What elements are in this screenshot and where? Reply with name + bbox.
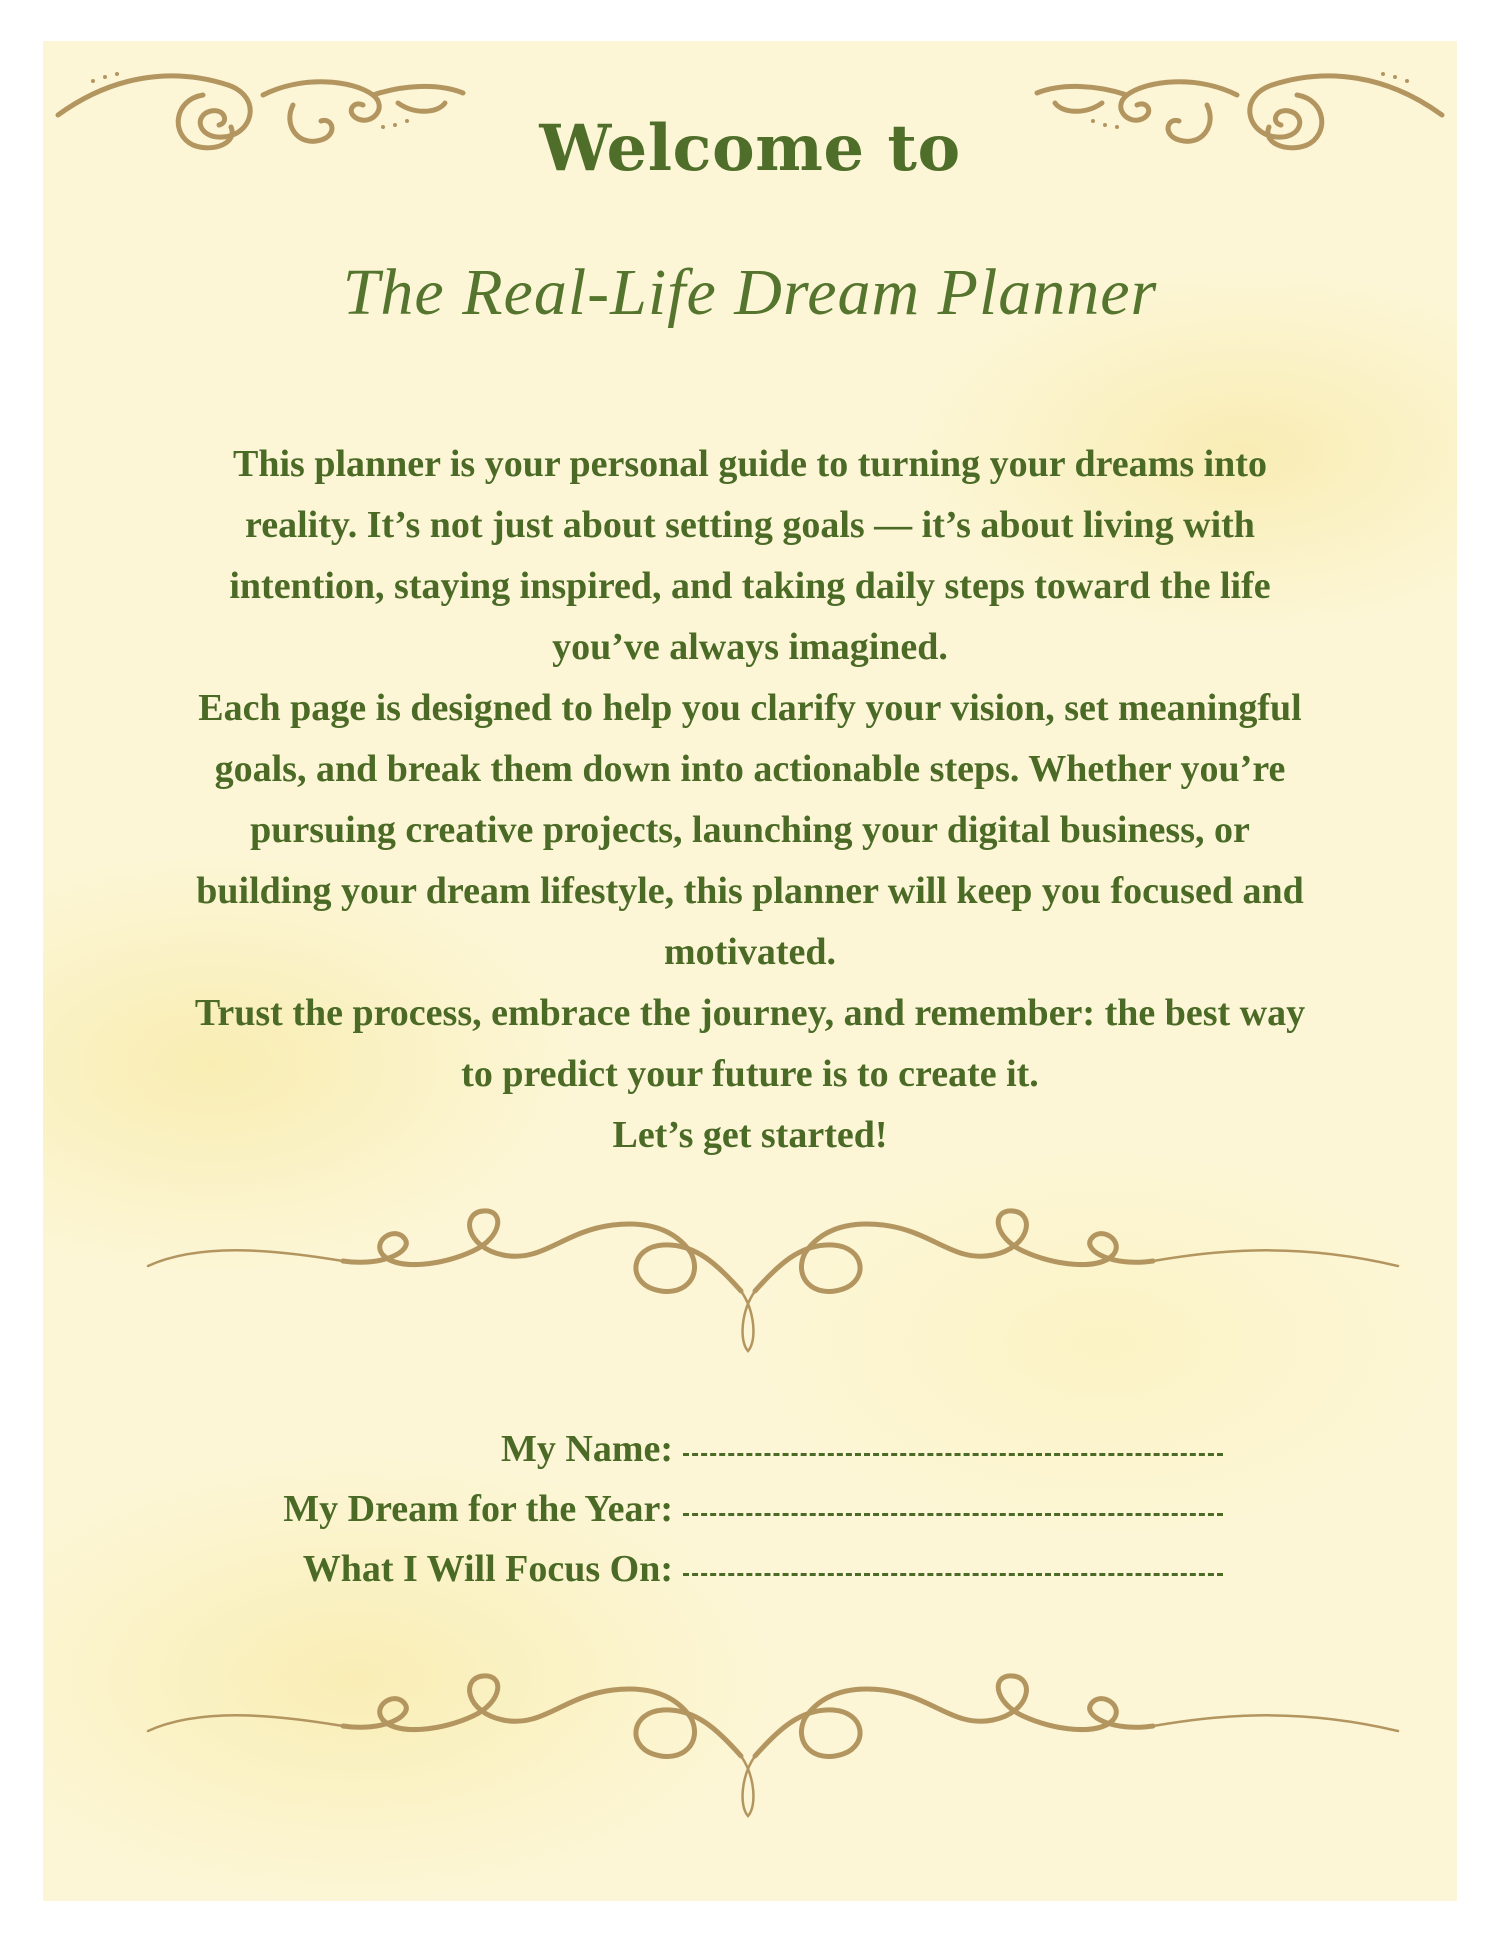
- intro-paragraph-4: Let’s get started!: [612, 1114, 888, 1156]
- focus-field-label: What I Will Focus On:: [302, 1548, 673, 1590]
- intro-text: [193, 434, 1307, 1166]
- intro-paragraph-1: This planner is your personal guide to turning your dreams into reality. It’s not just about setting goals — it’s about living with intention, staying inspired, and taking daily steps toward the life you’ve always imagined.: [229, 443, 1271, 668]
- planner-title: The Real-Life Dream Planner: [342, 256, 1158, 329]
- welcome-heading: Welcome to: [539, 111, 961, 186]
- personal-info-form: [193, 1419, 1307, 1599]
- dream-write-line[interactable]: [683, 1479, 1223, 1516]
- focus-field-row: [193, 1539, 1307, 1599]
- dream-field-row: [193, 1479, 1307, 1539]
- swirl-divider-bottom-icon: [143, 1646, 1403, 1836]
- planner-page: [43, 41, 1457, 1901]
- name-write-line[interactable]: [683, 1419, 1223, 1456]
- dream-field-label: My Dream for the Year:: [283, 1488, 673, 1530]
- name-field-label: My Name:: [501, 1428, 673, 1470]
- name-field-row: [193, 1419, 1307, 1479]
- focus-write-line[interactable]: [683, 1539, 1223, 1576]
- intro-paragraph-3: Trust the process, embrace the journey, and remember: the best way to predict your future is to create it.: [194, 992, 1306, 1095]
- intro-paragraph-2: Each page is designed to help you clarify your vision, set meaningful goals, and break them down into actionable steps. Whether you’re pursuing creative projects, launching your digital business, or building your dream lifestyle, this planner will keep you focused and motivated.: [196, 687, 1304, 973]
- swirl-divider-top-icon: [143, 1181, 1403, 1371]
